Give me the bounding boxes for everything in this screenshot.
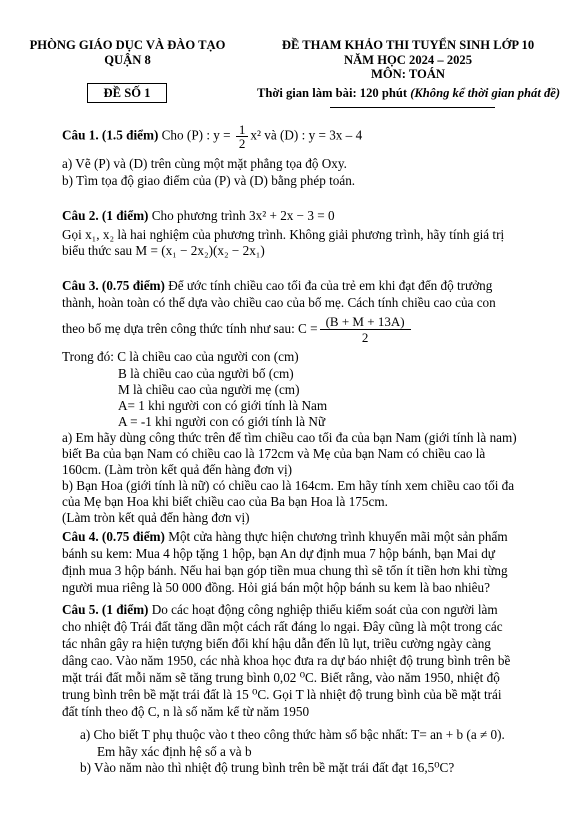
q5-line1 bbox=[62, 602, 567, 619]
q4-line3: định mua 3 hộp bánh. Nếu hai bạn góp tiền mua chung thì sẽ tốn ít tiền hơn khi từng bbox=[62, 563, 508, 578]
q1-intro: Cho (P) : y = bbox=[158, 127, 234, 143]
q5-line6: trung bình trên bề mặt trái đất là 15 ⁰C. Gọi T là nhiệt độ trung bình của bề mặt trái bbox=[62, 687, 502, 702]
q5-part-b: b) Vào năm nào thì nhiệt độ trung bình trên bề mặt trái đất đạt 16,5⁰C? bbox=[80, 760, 455, 775]
q3-line3-text: theo bố mẹ dựa trên công thức tính như sau: C = bbox=[62, 321, 318, 337]
time-label: Thời gian làm bài: 120 phút bbox=[256, 86, 411, 100]
q3-part-a-line2: biết Ba của bạn Nam có chiều cao là 172cm và Mẹ của bạn Nam có chiều cao là bbox=[62, 446, 486, 461]
q5-line2: cho nhiệt độ Trái đất tăng dần một cách rất đáng lo ngại. Đây cũng là một trong các bbox=[62, 619, 503, 634]
q3-frac-num: (B + M + 13A) bbox=[320, 314, 411, 330]
q5-line7: đất tính theo độ C, n là số năm kể từ năm 1950 bbox=[62, 704, 310, 719]
q5-line5: mặt trái đất mỗi năm sẽ tăng trung bình 0,02 ⁰C. Biết rằng, vào năm 1950, nhiệt độ bbox=[62, 670, 500, 685]
q1-label: Câu 1. (1.5 điểm) bbox=[62, 127, 159, 143]
q4-line4: người mua riêng là 50 000 đồng. Hỏi giá bán một hộp bánh su kem là bao nhiêu? bbox=[62, 580, 490, 595]
exam-title-header bbox=[258, 38, 558, 82]
q2-label: Câu 2. (1 điểm) bbox=[62, 208, 149, 223]
q3-formula-line bbox=[62, 314, 567, 345]
department-header bbox=[20, 38, 235, 67]
time-note: (Không kể thời gian phát đề) bbox=[410, 86, 561, 100]
q5-line4: dâng cao. Vào năm 1950, các nhà khoa học đưa ra dự báo nhiệt độ trung bình trên bề bbox=[62, 653, 511, 668]
q1-frac-den: 2 bbox=[238, 136, 246, 151]
q3-part-b-line3: (Làm tròn kết quả đến hàng đơn vị) bbox=[62, 510, 250, 525]
q3-where-a1: A= 1 khi người con có giới tính là Nam bbox=[118, 398, 328, 413]
q1-statement bbox=[62, 123, 567, 150]
header-divider bbox=[330, 107, 495, 108]
q2-line2: Gọi x₁, x₂ là hai nghiệm của phương trình. Không giải phương trình, hãy tính giá trị bbox=[62, 227, 505, 242]
q5-line1-text: Do các hoạt động công nghiệp thiếu kiểm soát của con người làm bbox=[148, 602, 498, 617]
q3-part-b-line2: của Mẹ bạn Hoa khi biết chiều cao của Ba bạn Hoa là 175cm. bbox=[62, 494, 388, 509]
q1-frac-num: 1 bbox=[236, 123, 249, 137]
q4-line1-text: Một cửa hàng thực hiện chương trình khuyến mãi một sản phẩm bbox=[164, 529, 508, 544]
q5-line3: tác nhân gây ra hiện tượng biến đổi khí hậu dẫn đến lũ lụt, triều cường ngày càng bbox=[62, 636, 491, 651]
department-line2: QUẬN 8 bbox=[104, 52, 151, 67]
q1-part-b: b) Tìm tọa độ giao điểm của (P) và (D) bằng phép toán. bbox=[62, 173, 356, 188]
exam-number-box bbox=[87, 83, 167, 103]
q3-part-a-line1: a) Em hãy dùng công thức trên để tìm chiều cao tối đa của bạn Nam (giới tính là nam) bbox=[62, 430, 517, 445]
q3-line1-text: Để ước tính chiều cao tối đa của trẻ em khi đạt đến độ trưởng bbox=[164, 278, 493, 293]
exam-number-label: ĐỀ SỐ 1 bbox=[103, 86, 151, 100]
q2-line3: biểu thức sau M = (x₁ − 2x₂)(x₂ − 2x₁) bbox=[62, 243, 265, 258]
exam-subject: MÔN: TOÁN bbox=[370, 67, 446, 81]
q3-where-m: M là chiều cao của người mẹ (cm) bbox=[118, 382, 300, 397]
time-allowed bbox=[236, 86, 581, 101]
q3-where-a2: A = -1 khi người con có giới tính là Nữ bbox=[118, 414, 326, 429]
q1-part-a: a) Vẽ (P) và (D) trên cùng một mặt phẳng tọa độ Oxy. bbox=[62, 156, 347, 171]
q3-line1 bbox=[62, 278, 567, 295]
q3-part-a-line3: 160cm. (Làm tròn kết quả đến hàng đơn vị) bbox=[62, 462, 293, 477]
q2-statement bbox=[62, 208, 567, 225]
q5-label: Câu 5. (1 điểm) bbox=[62, 602, 149, 617]
q5-part-a-line1: a) Cho biết T phụ thuộc vào t theo công thức hàm số bậc nhất: T= an + b (a ≠ 0). bbox=[80, 727, 505, 742]
q1-rest: x² và (D) : y = 3x – 4 bbox=[250, 127, 363, 143]
exam-title-line2: NĂM HỌC 2024 – 2025 bbox=[343, 52, 473, 67]
q4-line1 bbox=[62, 529, 567, 546]
q3-formula-fraction bbox=[320, 314, 411, 345]
q3-frac-den: 2 bbox=[361, 330, 369, 345]
q3-where-b: B là chiều cao của người bố (cm) bbox=[118, 366, 294, 381]
q3-where: Trong đó: C là chiều cao của người con (cm) bbox=[62, 349, 299, 364]
q1-fraction bbox=[236, 123, 249, 150]
q2-intro: Cho phương trình 3x² + 2x − 3 = 0 bbox=[148, 208, 335, 223]
exam-title-line1: ĐỀ THAM KHẢO THI TUYỂN SINH LỚP 10 bbox=[281, 38, 535, 52]
q3-label: Câu 3. (0.75 điểm) bbox=[62, 278, 165, 293]
department-line1: PHÒNG GIÁO DỤC VÀ ĐÀO TẠO bbox=[29, 38, 226, 52]
q4-label: Câu 4. (0.75 điểm) bbox=[62, 529, 165, 544]
q5-part-a-line2: Em hãy xác định hệ số a và b bbox=[97, 744, 252, 759]
q3-part-b-line1: b) Bạn Hoa (giới tính là nữ) có chiều cao là 164cm. Em hãy tính xem chiều cao tối đa bbox=[62, 478, 515, 493]
q3-line2: thành, hoàn toàn có thể dựa vào chiều cao của bố mẹ. Cách tính chiều cao của con bbox=[62, 295, 496, 310]
q4-line2: bánh su kem: Mua 4 hộp tặng 1 hộp, bạn An dự định mua 7 hộp bánh, bạn Mai dự bbox=[62, 546, 495, 561]
